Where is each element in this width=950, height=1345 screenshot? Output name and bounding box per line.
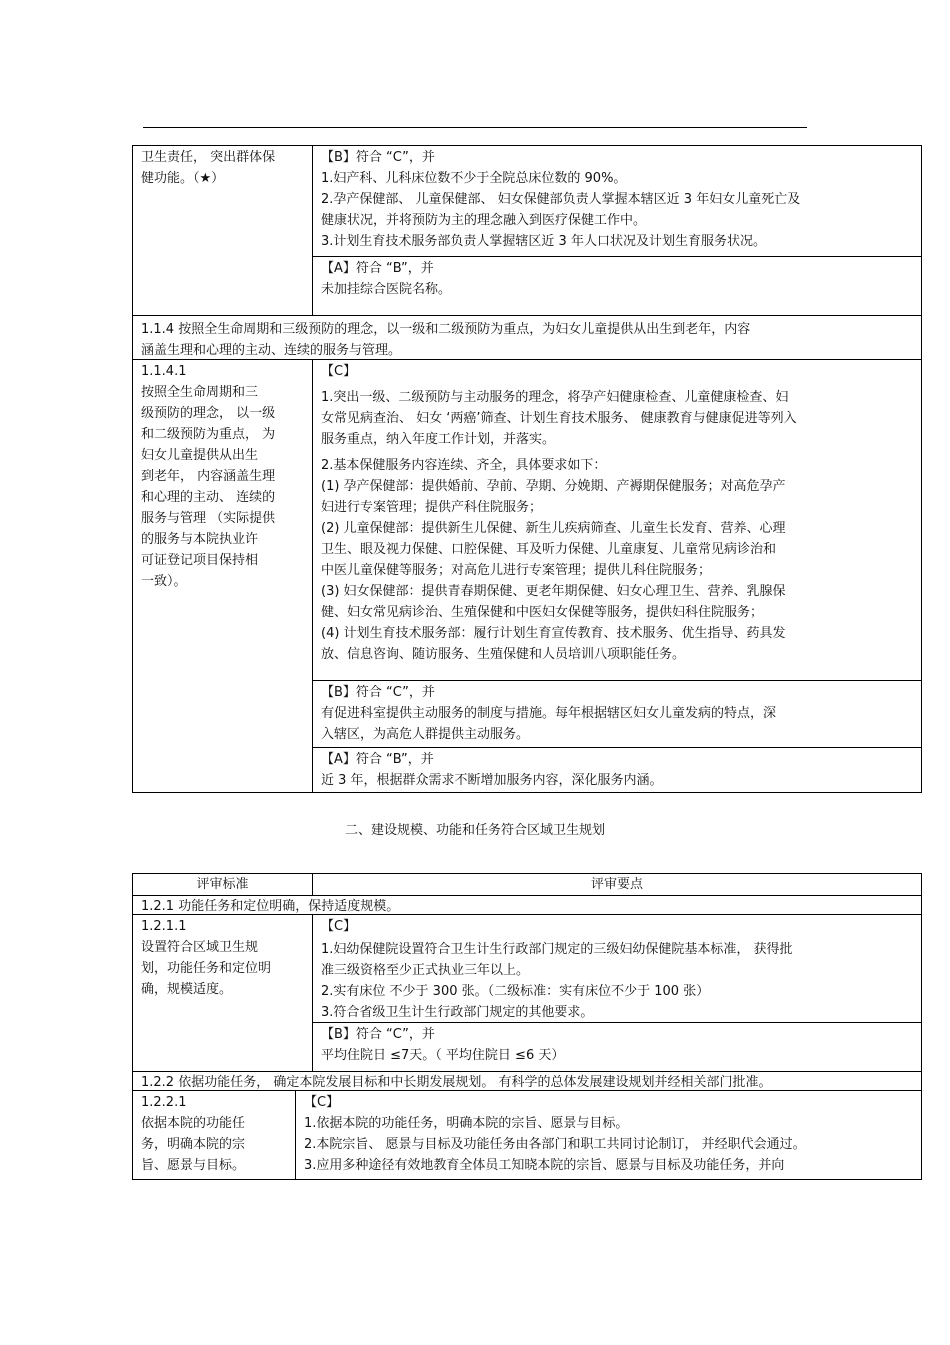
criteria-cell bbox=[313, 915, 921, 1071]
header-rule bbox=[143, 127, 807, 128]
table-row bbox=[133, 359, 921, 792]
level-b-block: 【B】符合 “C”，并 1.妇产科、儿科床位数不少于全院总床位数的 90%。 2.孕产保健部、 儿童保健部、 妇女保健部负责人掌握本辖区近 3 年妇女儿童死亡及 健康状况，并将预防为主的理念融入到医疗保健工作中。 3.计划生育技术服务部负责人掌握辖区近 3 年人口状况及计划生育服务状况。 bbox=[321, 150, 801, 249]
review-table-2 bbox=[132, 873, 922, 1180]
standard-cell: 1.1.4.1 按照全生命周期和三 级预防的理念， 以一级 和二级预防为重点， 为 妇女儿童提供从出生 到老年， 内容涵盖生理 和心理的主动、 连续的 服务与管理 （实际提供 的服务与本院执业许 可证登记项目保持相 一致）。 bbox=[133, 360, 313, 792]
table-row bbox=[133, 1090, 921, 1179]
clause-row-1-2-1: 1.2.1 功能任务和定位明确，保持适度规模。 bbox=[133, 895, 921, 914]
level-a-block: 【A】符合 “B”，并 未加挂综合医院名称。 bbox=[313, 256, 921, 315]
standard-cell: 1.2.2.1 依据本院的功能任 务，明确本院的宗 旨、愿景与目标。 bbox=[133, 1091, 296, 1179]
clause-row-1-2-2: 1.2.2 依据功能任务， 确定本院发展目标和中长期发展规划。 有科学的总体发展建设规划并经相关部门批准。 bbox=[133, 1071, 921, 1090]
standard-cell: 卫生责任， 突出群体保 健功能。（★） bbox=[133, 146, 313, 315]
criteria-cell bbox=[296, 1091, 921, 1179]
level-b-block: 【B】符合 “C”，并 平均住院日 ≤7天。（ 平均住院日 ≤6 天） bbox=[313, 1022, 921, 1071]
review-table-1 bbox=[132, 145, 922, 793]
section-title: 二、建设规模、功能和任务符合区域卫生规划 bbox=[344, 823, 605, 838]
level-b-block: 【B】符合 “C”，并 有促进科室提供主动服务的制度与措施。每年根据辖区妇女儿童发病的特点，深 入辖区，为高危人群提供主动服务。 bbox=[313, 680, 921, 747]
level-c-block: 【C】 1.突出一级、二级预防与主动服务的理念，将孕产妇健康检查、儿童健康检查、妇 女常见病查治、 妇女 ‘两癌’筛查、计划生育技术服务、 健康教育与健康促进等列入 服务重点，纳入年度工作计划，并落实。 2.基本保健服务内容连续、齐全，具体要求如下： (1) 孕产保健部：提供婚前、孕前、孕期、分娩期、产褥期保健服务；对高危孕产 妇进行专案管理；提供产科住院服务； (2) 儿童保健部：提供新生儿保健、新生儿疾病筛查、儿童生长发育、营养、心理 卫生、眼及视力保健、口腔保健、耳及听力保健、儿童康复、儿童常见病诊治和 中医儿童保健等服务；对高危儿进行专案管理；提供儿科住院服务； (3) 妇女保健部：提供青春期保健、更老年期保健、妇女心理卫生、营养、乳腺保 健、妇女常见病诊治、生殖保健和中医妇女保健等服务，提供妇科住院服务； (4) 计划生育技术服务部：履行计划生育宣传教育、技术服务、优生指导、药具发 放、信息咨询、随访服务、生殖保健和人员培训八项职能任务。 bbox=[321, 364, 797, 662]
column-header-points: 评审要点 bbox=[590, 877, 643, 892]
criteria-cell bbox=[313, 360, 921, 792]
level-a-block: 【A】符合 “B”，并 近 3 年，根据群众需求不断增加服务内容，深化服务内涵。 bbox=[313, 747, 921, 792]
standard-cell: 1.2.1.1 设置符合区域卫生规 划，功能任务和定位明 确，规模适度。 bbox=[133, 915, 313, 1071]
clause-row-1-1-4: 1.1.4 按照全生命周期和三级预防的理念，以一级和二级预防为重点，为妇女儿童提供从出生到老年，内容 涵盖生理和心理的主动、连续的服务与管理。 bbox=[133, 315, 921, 359]
column-header-standard: 评审标准 bbox=[133, 874, 313, 895]
level-c-block: 【C】 1.依据本院的功能任务，明确本院的宗旨、愿景与目标。 2.本院宗旨、 愿景与目标及功能任务由各部门和职工共同讨论制订， 并经职代会通过。 3.应用多种途径有效地教育全体员工知晓本院的宗旨、愿景与目标及功能任务，并向 bbox=[304, 1095, 806, 1173]
table-row bbox=[133, 146, 921, 315]
table-header-row bbox=[133, 874, 921, 895]
level-c-block: 【C】 1.妇幼保健院设置符合卫生计生行政部门规定的三级妇幼保健院基本标准， 获得批 准三级资格至少正式执业三年以上。 2.实有床位 不少于 300 张。（二级标准：实有床位不少于 100 张） 3.符合省级卫生计生行政部门规定的其他要求。 bbox=[321, 919, 793, 1020]
criteria-cell bbox=[313, 146, 921, 315]
table-row bbox=[133, 914, 921, 1071]
